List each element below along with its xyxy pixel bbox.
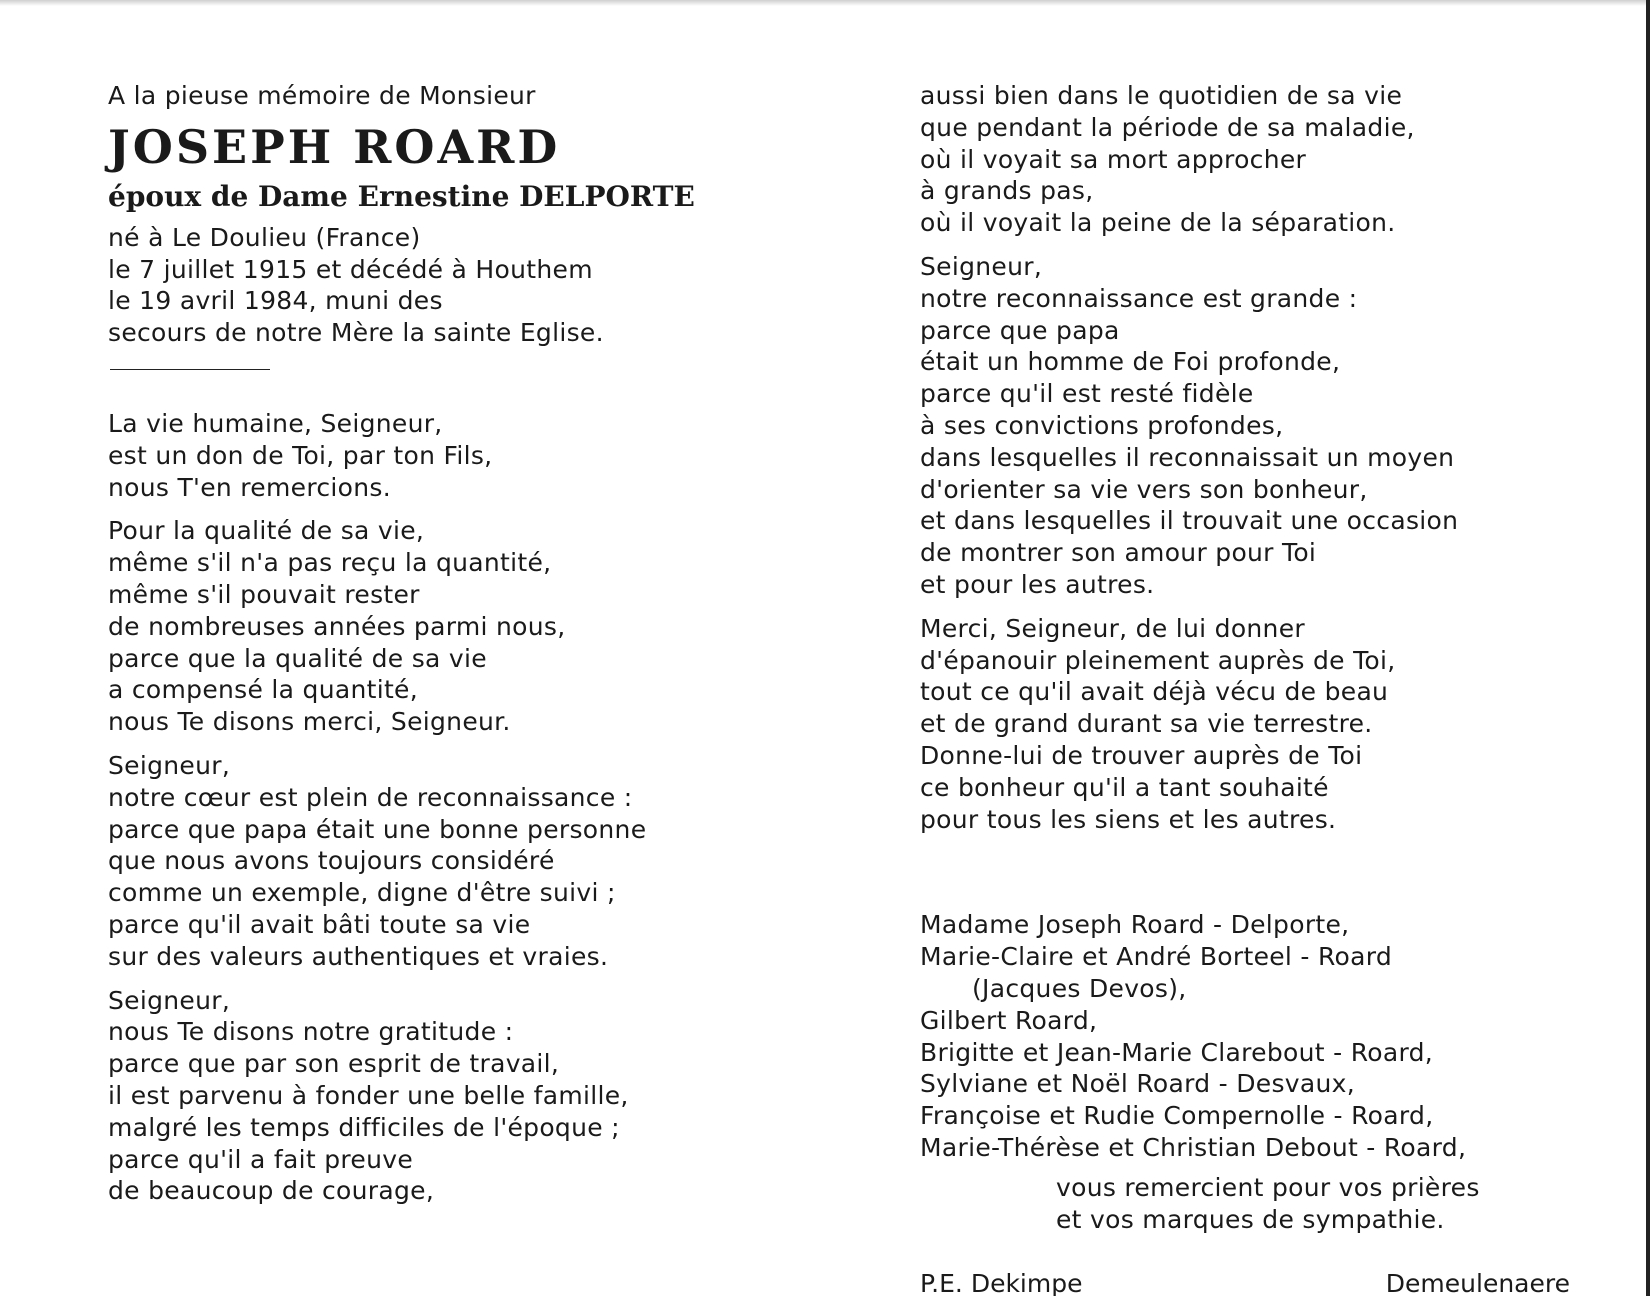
printer-name-right: Demeulenaere [1385, 1269, 1570, 1296]
poem-line: Donne-lui de trouver auprès de Toi [920, 740, 1363, 770]
poem-line: parce que la qualité de sa vie [108, 643, 487, 673]
poem-line: que nous avons toujours considéré [108, 846, 555, 876]
poem-line: malgré les temps difficiles de l'époque ; [108, 1112, 620, 1142]
poem-line: et pour les autres. [920, 569, 1155, 599]
left-column [108, 80, 808, 1219]
detail-line: secours de notre Mère la sainte Eglise. [108, 318, 604, 348]
poem-line: à ses convictions profondes, [920, 410, 1284, 440]
family-member: Marie-Thérèse et Christian Debout - Roard, [920, 1132, 1467, 1162]
right-column [920, 80, 1620, 1235]
poem-line: sur des valeurs authentiques et vraies. [108, 941, 609, 971]
poem-line: où il voyait sa mort approcher [920, 144, 1307, 174]
poem-line: dans lesquelles il reconnaissait un moyen [920, 442, 1455, 472]
detail-line: le 7 juillet 1915 et décédé à Houthem [108, 254, 593, 284]
poem-line: est un don de Toi, par ton Fils, [108, 440, 493, 470]
poem-stanza [108, 408, 808, 503]
poem-line: Seigneur, [108, 985, 231, 1015]
poem-line: et dans lesquelles il trouvait une occasion [920, 506, 1459, 536]
poem-line: de montrer son amour pour Toi [920, 538, 1317, 568]
poem-line: était un homme de Foi profonde, [920, 347, 1341, 377]
printer-footer [920, 1268, 1580, 1296]
poem-line: Seigneur, [920, 251, 1043, 281]
family-member: Marie-Claire et André Borteel - Roard [920, 942, 1393, 972]
poem-line: il est parvenu à fonder une belle famille, [108, 1080, 629, 1110]
poem-stanza [920, 251, 1620, 601]
poem-line: où il voyait la peine de la séparation. [920, 208, 1396, 238]
family-member: Madame Joseph Roard - Delporte, [920, 910, 1350, 940]
poem-line: comme un exemple, digne d'être suivi ; [108, 878, 616, 908]
family-member: Sylviane et Noël Roard - Desvaux, [920, 1069, 1355, 1099]
family-member: Françoise et Rudie Compernolle - Roard, [920, 1101, 1434, 1131]
thanks-message [920, 1172, 1620, 1236]
poem-line: d'orienter sa vie vers son bonheur, [920, 474, 1368, 504]
poem-line: nous T'en remercions. [108, 472, 391, 502]
poem-line: de beaucoup de courage, [108, 1176, 435, 1206]
birth-death-details [108, 222, 808, 349]
detail-line: le 19 avril 1984, muni des [108, 286, 443, 316]
spacer [920, 847, 1620, 909]
family-member: Brigitte et Jean-Marie Clarebout - Roard, [920, 1037, 1434, 1067]
poem-stanza [108, 515, 808, 738]
poem-line: parce que papa était une bonne personne [108, 814, 647, 844]
spouse-line: époux de Dame Ernestine DELPORTE [108, 179, 695, 213]
poem-line: Seigneur, [108, 750, 231, 780]
poem-line: Pour la qualité de sa vie, [108, 516, 425, 546]
poem-stanza [920, 613, 1620, 836]
printer-name-left: P.E. Dekimpe [920, 1269, 1083, 1296]
poem-stanza [920, 80, 1620, 239]
poem-line: même s'il n'a pas reçu la quantité, [108, 548, 552, 578]
poem-line: ce bonheur qu'il a tant souhaité [920, 772, 1329, 802]
poem-line: parce qu'il avait bâti toute sa vie [108, 909, 531, 939]
divider-rule [110, 369, 270, 370]
poem-line: La vie humaine, Seigneur, [108, 408, 443, 438]
poem-line: notre cœur est plein de reconnaissance : [108, 782, 633, 812]
poem-line: notre reconnaissance est grande : [920, 283, 1358, 313]
poem-line: parce que papa [920, 315, 1120, 345]
poem-line: parce qu'il est resté fidèle [920, 379, 1254, 409]
poem-line: a compensé la quantité, [108, 675, 418, 705]
scan-top-edge [0, 0, 1650, 6]
poem-line: à grands pas, [920, 176, 1094, 206]
thanks-line: vous remercient pour vos prières [1056, 1172, 1480, 1202]
poem-stanza [108, 985, 808, 1208]
poem-line: parce qu'il a fait preuve [108, 1144, 413, 1174]
intro-line: A la pieuse mémoire de Monsieur [108, 81, 536, 110]
family-member: (Jacques Devos), [972, 973, 1187, 1003]
poem-line: nous Te disons notre gratitude : [108, 1017, 514, 1047]
poem-line: Merci, Seigneur, de lui donner [920, 613, 1305, 643]
poem-line: que pendant la période de sa maladie, [920, 112, 1415, 142]
poem-line: pour tous les siens et les autres. [920, 804, 1337, 834]
thanks-line: et vos marques de sympathie. [1056, 1204, 1445, 1234]
poem-line: nous Te disons merci, Seigneur. [108, 707, 511, 737]
poem-line: et de grand durant sa vie terrestre. [920, 709, 1373, 739]
poem-line: d'épanouir pleinement auprès de Toi, [920, 645, 1396, 675]
family-list [920, 909, 1620, 1163]
poem-line: tout ce qu'il avait déjà vécu de beau [920, 677, 1389, 707]
deceased-name: JOSEPH ROARD [108, 119, 561, 174]
detail-line: né à Le Doulieu (France) [108, 222, 421, 252]
poem-line: même s'il pouvait rester [108, 579, 420, 609]
scan-right-edge [1646, 0, 1650, 1296]
poem-line: de nombreuses années parmi nous, [108, 611, 566, 641]
family-member: Gilbert Roard, [920, 1005, 1098, 1035]
poem-line: aussi bien dans le quotidien de sa vie [920, 81, 1403, 110]
poem-line: parce que par son esprit de travail, [108, 1049, 560, 1079]
poem-stanza [108, 750, 808, 973]
